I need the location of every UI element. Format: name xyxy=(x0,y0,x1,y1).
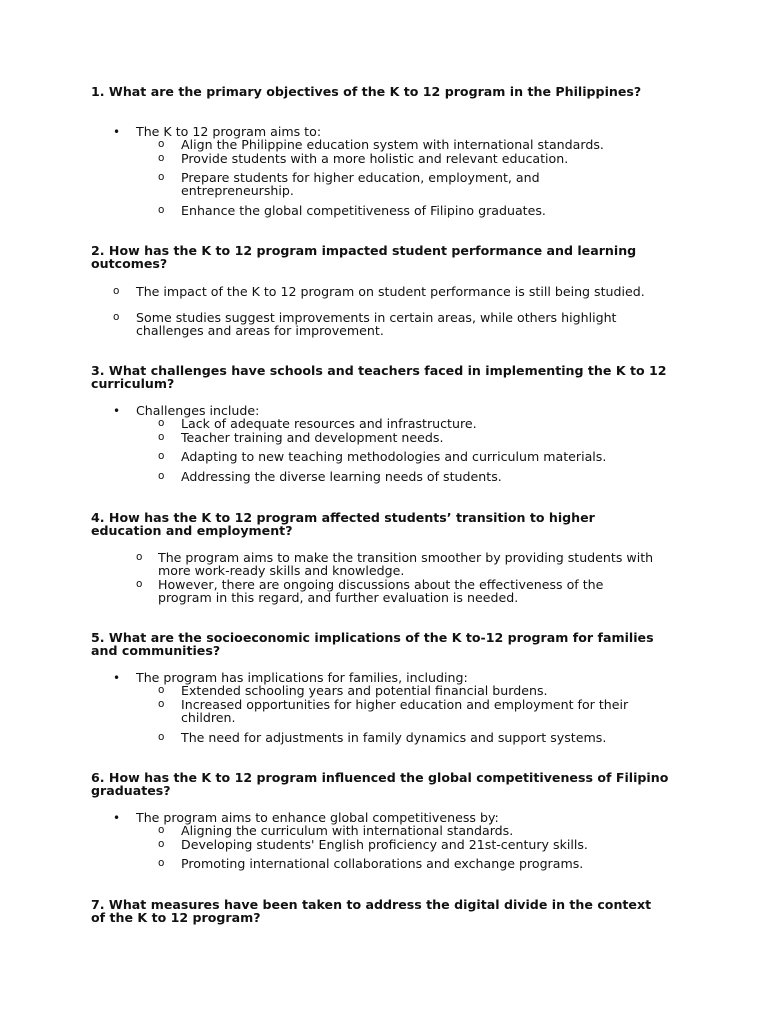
sub-marker: o xyxy=(113,311,120,323)
sub-marker: o xyxy=(136,551,143,563)
question-6: 6. How has the K to 12 program influenced the global competitiveness of Filipino graduates? xyxy=(91,770,669,799)
list-item: The program aims to make the transition smoother by providing students with more work-ready skills and knowledge. xyxy=(158,550,654,579)
question-5: 5. What are the socioeconomic implications of the K to-12 program for families and communities? xyxy=(91,630,654,659)
sub-marker: o xyxy=(158,731,165,743)
question-4: 4. How has the K to 12 program affected students’ transition to higher education and employment? xyxy=(91,510,595,539)
question-1: 1. What are the primary objectives of the K to 12 program in the Philippines? xyxy=(91,84,642,99)
list-item: Prepare students for higher education, employment, and entrepreneurship. xyxy=(181,170,540,199)
sub-marker: o xyxy=(158,171,165,183)
list-item: Aligning the curriculum with international standards. xyxy=(181,823,514,838)
bullet-marker: • xyxy=(113,125,121,139)
list-item: Promoting international collaborations and exchange programs. xyxy=(181,856,584,871)
list-item: The need for adjustments in family dynamics and support systems. xyxy=(181,730,607,745)
sub-marker: o xyxy=(113,285,120,297)
bullet-marker: • xyxy=(113,404,121,418)
bullet-marker: • xyxy=(113,671,121,685)
sub-marker: o xyxy=(158,417,165,429)
sub-marker: o xyxy=(158,698,165,710)
list-item: Extended schooling years and potential financial burdens. xyxy=(181,683,548,698)
sub-marker: o xyxy=(158,152,165,164)
lead-text-1: The K to 12 program aims to: xyxy=(136,124,322,139)
sub-marker: o xyxy=(158,431,165,443)
question-3: 3. What challenges have schools and teachers faced in implementing the K to 12 curriculum? xyxy=(91,363,667,392)
question-7: 7. What measures have been taken to address the digital divide in the context of the K to 12 program? xyxy=(91,897,652,926)
list-item: Enhance the global competitiveness of Filipino graduates. xyxy=(181,203,546,218)
list-item: Increased opportunities for higher education and employment for their children. xyxy=(181,697,629,726)
list-item: Provide students with a more holistic and relevant education. xyxy=(181,151,569,166)
sub-marker: o xyxy=(158,450,165,462)
question-2: 2. How has the K to 12 program impacted student performance and learning outcomes? xyxy=(91,243,637,272)
list-item: Align the Philippine education system with international standards. xyxy=(181,137,604,152)
list-item: Some studies suggest improvements in certain areas, while others highlight challenges and areas for improvement. xyxy=(136,310,617,339)
list-item: The impact of the K to 12 program on student performance is still being studied. xyxy=(136,284,645,299)
bullet-marker: • xyxy=(113,811,121,825)
list-item: Developing students' English proficiency and 21st-century skills. xyxy=(181,837,588,852)
lead-text-3: Challenges include: xyxy=(136,403,260,418)
sub-marker: o xyxy=(136,578,143,590)
sub-marker: o xyxy=(158,470,165,482)
sub-marker: o xyxy=(158,204,165,216)
list-item: However, there are ongoing discussions about the effectiveness of the program in this regard, and further evaluation is needed. xyxy=(158,577,604,606)
sub-marker: o xyxy=(158,684,165,696)
list-item: Teacher training and development needs. xyxy=(181,430,444,445)
list-item: Adapting to new teaching methodologies and curriculum materials. xyxy=(181,449,607,464)
list-item: Addressing the diverse learning needs of students. xyxy=(181,469,502,484)
lead-text-6: The program aims to enhance global competitiveness by: xyxy=(136,810,499,825)
sub-marker: o xyxy=(158,824,165,836)
sub-marker: o xyxy=(158,838,165,850)
sub-marker: o xyxy=(158,857,165,869)
list-item: Lack of adequate resources and infrastructure. xyxy=(181,416,477,431)
lead-text-5: The program has implications for families, including: xyxy=(136,670,468,685)
sub-marker: o xyxy=(158,138,165,150)
